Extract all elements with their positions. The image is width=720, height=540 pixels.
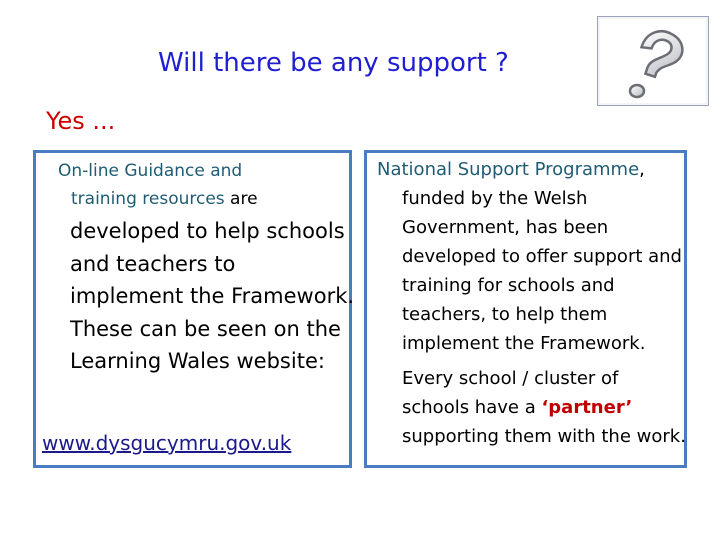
- programme-body: funded by the Welsh Government, has been developed to offer support and training for schools and teachers, to help them implement the Framework.: [402, 188, 682, 354]
- programme-heading: National Support Programme: [377, 159, 640, 180]
- partner-word: ‘partner’: [541, 397, 633, 418]
- yes-label: Yes ...: [46, 107, 116, 135]
- question-mark-image: [597, 16, 709, 106]
- left-intro: [58, 157, 348, 213]
- question-mark-icon: [598, 17, 708, 105]
- right-panel: [364, 150, 687, 468]
- partner-tail: supporting them with the work.: [402, 426, 686, 447]
- left-body-text: developed to help schools and teachers to implement the Framework. These can be seen on the Learning Wales website:: [70, 219, 355, 373]
- partner-lead: Every school / cluster of schools have a: [402, 368, 619, 418]
- intro-tail: are: [224, 189, 258, 209]
- slide-title: Will there be any support ?: [158, 48, 509, 78]
- intro-highlight-1: On-line Guidance and: [58, 161, 243, 181]
- heading-comma: ,: [639, 159, 645, 180]
- intro-line-2: [58, 185, 348, 213]
- learning-wales-link[interactable]: www.dysgucymru.gov.uk: [42, 431, 292, 455]
- intro-highlight-2: training resources: [71, 189, 225, 209]
- left-panel: [33, 150, 355, 468]
- right-text: [377, 155, 689, 451]
- partner-paragraph: [377, 364, 689, 451]
- intro-line-1: [58, 157, 348, 185]
- programme-heading-line: [377, 155, 689, 184]
